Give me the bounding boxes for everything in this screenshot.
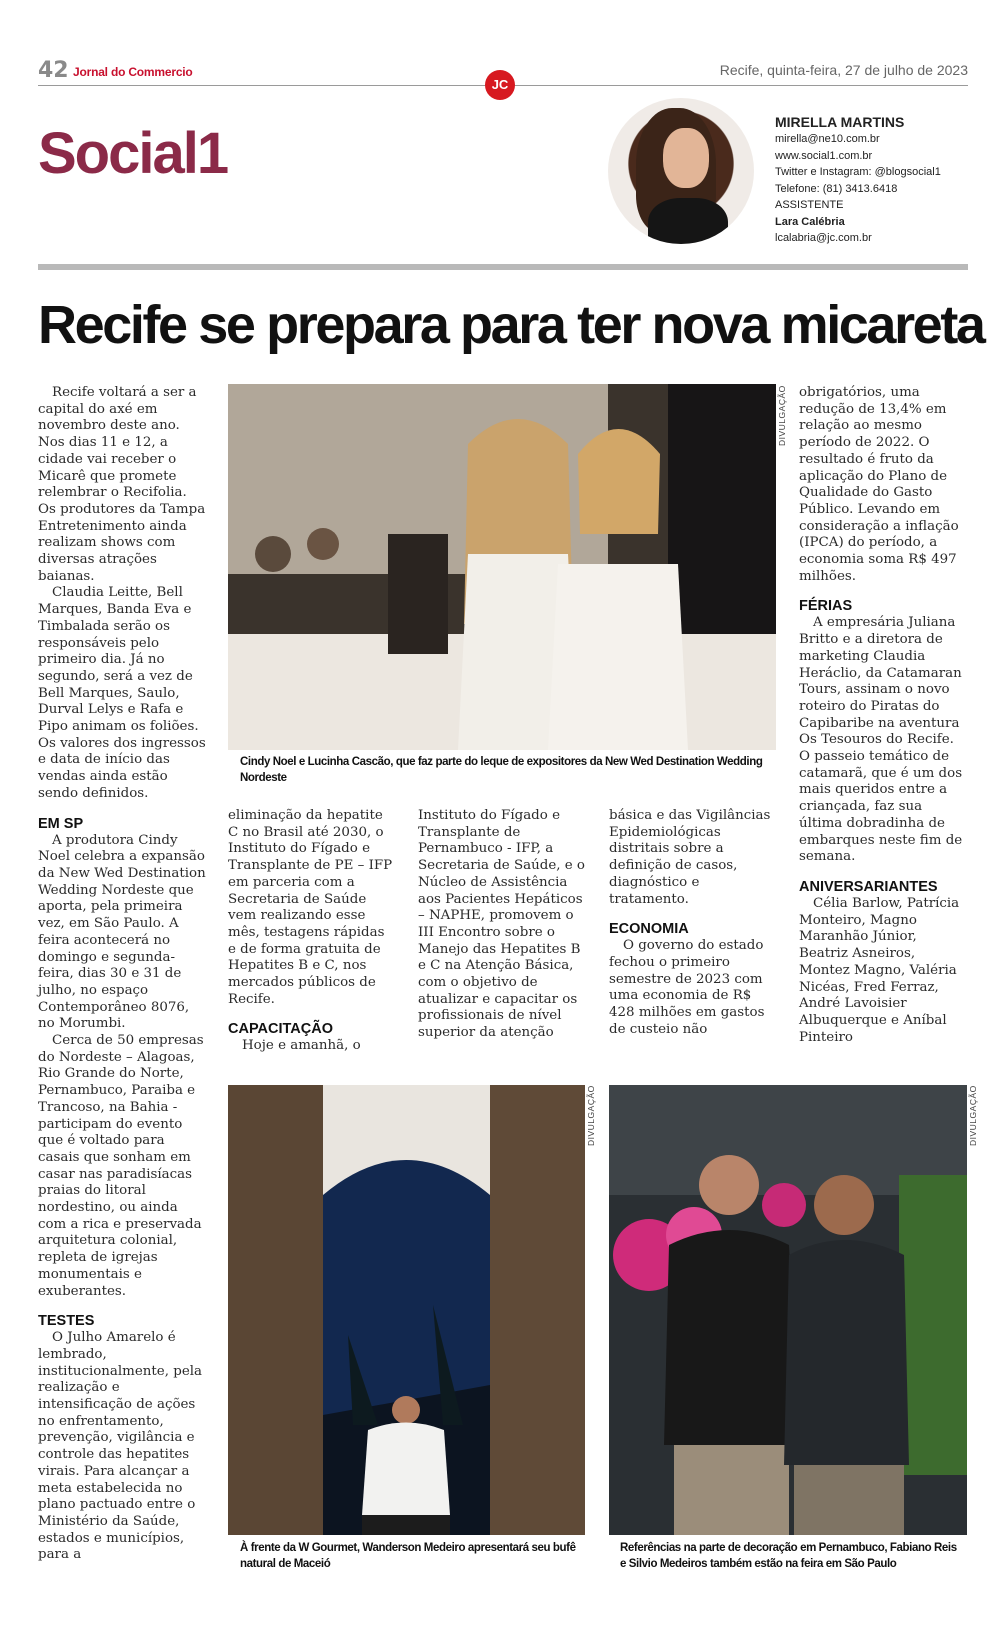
paragraph: Cerca de 50 empresas do Nordeste – Alagoas, Rio Grande do Norte, Pernambuco, Paraiba e Trancoso, na Bahia - participam do evento que é voltado para casais que sonham em casar nas paradisíacas praias do litoral nordestino, ou ainda com a rica e preservada arquitetura colonial, repleta de igrejas monumentais e exuberantes.	[38, 1033, 204, 1299]
paragraph: A empresária Juliana Britto e a diretora de marketing Claudia Heráclio, da Catamaran Tours, assinam o novo roteiro do Piratas do Capibaribe na aventura Os Tesouros do Recife. O passeio temático de catamarã, que é um dos mais queridos entre a criançada, faz sua última dobradinha de embarques neste fim de semana.	[799, 615, 963, 865]
paragraph: O Julho Amarelo é lembrado, institucionalmente, pela realização e intensificação de ações no enfrentamento, prevenção, vigilância e controle das hepatites virais. Para alcançar a meta estabelecida no plano pactuado entre o Ministério da Saúde, estados e municípios, para a	[38, 1330, 203, 1563]
subheading-testes: TESTES	[38, 1313, 95, 1330]
main-photo	[228, 384, 776, 750]
main-photo-caption: Cindy Noel e Lucinha Cascão, que faz parte do leque de expositores da New Wed Destination Wedding Nordeste	[240, 756, 763, 784]
assistant-label: ASSISTENTE	[775, 199, 844, 211]
photo-credit: DIVULGAÇÃO	[968, 1085, 978, 1146]
section-title: Social1	[38, 121, 228, 186]
article-column-1	[38, 385, 206, 1564]
paragraph: eliminação da hepatite C no Brasil até 2030, o Instituto do Fígado e Transplante de PE – IFP em parceria com a Secretaria de Saúde vem realizando esse mês, testagens rápidas e de forma gratuita de Hepatites B e C, nos mercados públicos de Recife.	[228, 808, 393, 1007]
article-column-5	[799, 385, 969, 1046]
columnist-phone: Telefone: (81) 3413.6418	[775, 182, 898, 195]
men-photo	[609, 1085, 967, 1535]
chef-photo	[228, 1085, 585, 1535]
subheading-em-sp: EM SP	[38, 815, 84, 832]
article-column-4	[609, 808, 779, 1038]
paragraph: Claudia Leitte, Bell Marques, Banda Eva e Timbalada serão os responsáveis pelo primeiro dia. Já no segundo, será a vez de Bell Marques, Saulo, Durval Lelys e Rafa e Pipo animam os foliões. Os valores dos ingressos e data de início das vendas ainda estão sendo definidos.	[38, 585, 206, 801]
jc-logo-icon: JC	[485, 70, 515, 100]
subheading-ferias: FÉRIAS	[799, 598, 853, 615]
paragraph: A produtora Cindy Noel celebra a expansão da New Wed Destination Wedding Nordeste que aporta, pela primeira vez, em São Paulo. A feira acontecerá no domingo e segunda-feira, dias 30 e 31 de julho, no espaço Contemporâneo 8076, no Morumbi.	[38, 832, 206, 1032]
section-divider	[38, 264, 968, 270]
columnist-name: MIRELLA MARTINS	[775, 114, 905, 130]
photo-credit: DIVULGAÇÃO	[586, 1085, 596, 1146]
paragraph: Recife voltará a ser a capital do axé em novembro deste ano. Nos dias 11 e 12, a cidade vai receber o Micarê que promete relembrar o Recifolia. Os produtores da Tampa Entretenimento ainda realizam shows com diversas atrações baianas.	[38, 385, 206, 584]
page-number: 42	[38, 58, 69, 83]
columnist-photo	[608, 98, 754, 244]
paragraph: Instituto do Fígado e Transplante de Pernambuco - IFP, a Secretaria de Saúde, e o Núcleo de Assistência aos Pacientes Hepáticos – NAPHE, promovem o III Encontro sobre o Manejo das Hepatites B e C na Atenção Básica, com o objetivo de atualizar e capacitar os profissionais de nível superior da atenção	[418, 808, 585, 1041]
men-photo-illustration	[609, 1085, 967, 1535]
chef-photo-illustration	[228, 1085, 585, 1535]
columnist-website: www.social1.com.br	[775, 149, 873, 162]
subheading-economia: ECONOMIA	[609, 921, 689, 938]
paragraph: básica e das Vigilâncias Epidemiológicas distritais sobre a definição de casos, diagnóstico e tratamento.	[609, 808, 771, 907]
paragraph: Célia Barlow, Patrícia Monteiro, Magno Maranhão Júnior, Beatriz Asneiros, Montez Magno, Valéria Nicéas, Fred Ferraz, André Lavoisier Albuquerque e Aníbal Pinteiro	[799, 895, 960, 1045]
columnist-social: Twitter e Instagram: @blogsocial1	[775, 166, 941, 178]
article-column-2	[228, 808, 396, 1055]
dateline: Recife, quinta-feira, 27 de julho de 2023	[719, 62, 968, 78]
men-photo-caption: Referências na parte de decoração em Pernambuco, Fabiano Reis e Silvio Medeiros também estão na feira em São Paulo	[620, 1542, 957, 1570]
paragraph: O governo do estado fechou o primeiro semestre de 2023 com uma economia de R$ 428 milhões em gastos de custeio não	[609, 938, 765, 1037]
newspaper-name: Jornal do Commercio	[73, 65, 193, 79]
subheading-aniversariantes: ANIVERSARIANTES	[799, 878, 938, 895]
article-column-3	[418, 808, 588, 1042]
assistant-email: lcalabria@jc.com.br	[775, 232, 872, 244]
assistant-name: Lara Calébria	[775, 215, 845, 228]
paragraph: obrigatórios, uma redução de 13,4% em relação ao mesmo período de 2022. O resultado é fruto da aplicação do Plano de Qualidade do Gasto Público. Levando em consideração a inflação (IPCA) do período, a economia soma R$ 497 milhões.	[799, 385, 959, 584]
columnist-email: mirella@ne10.com.br	[775, 133, 880, 145]
main-photo-illustration	[228, 384, 776, 750]
chef-photo-caption: À frente da W Gourmet, Wanderson Medeiro apresentará seu bufê natural de Maceió	[240, 1542, 576, 1570]
subheading-capacitacao: CAPACITAÇÃO	[228, 1021, 333, 1038]
photo-credit: DIVULGAÇÃO	[777, 385, 787, 446]
article-headline: Recife se prepara para ter nova micareta	[38, 295, 984, 355]
columnist-info	[775, 113, 941, 247]
paragraph: Hoje e amanhã, o	[242, 1038, 361, 1054]
